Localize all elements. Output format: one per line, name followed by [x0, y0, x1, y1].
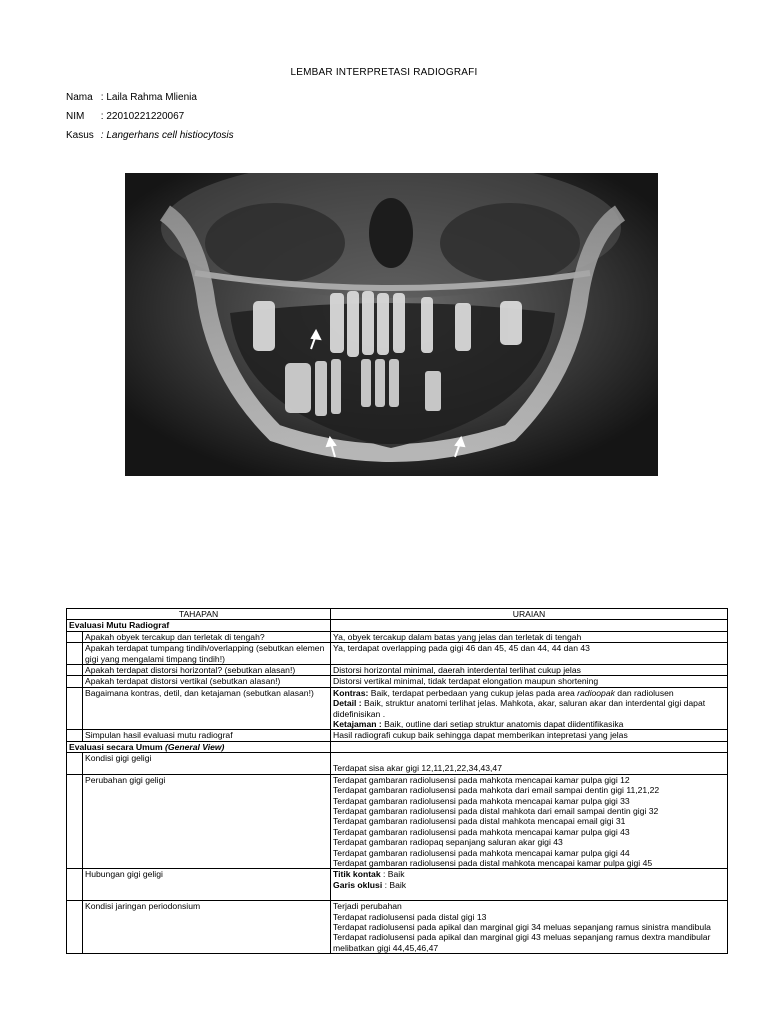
perubahan-line: Terdapat gambaran radiolusensi pada mahkota mencapai kamar pulpa gigi 33 — [333, 795, 630, 806]
perubahan-line: Terdapat gambaran radiolusensi pada distal mahkota mencapai email gigi 31 — [333, 816, 626, 827]
kondisi-gigi-text: Terdapat sisa akar gigi 12,11,21,22,34,43,47 — [333, 763, 502, 774]
ketajaman-text: Baik, outline dari setiap struktur anatomis dapat diidentifikasika — [381, 719, 624, 730]
garis-oklusi-text: : Baik — [382, 879, 407, 890]
perubahan-line: Terdapat gambaran radiolusensi pada distal mahkota mencapai kamar pulpa gigi 45 — [333, 857, 653, 868]
header-uraian: URAIAN — [331, 609, 728, 620]
perubahan-line: Terdapat gambaran radiolusensi pada mahkota mencapai kamar pulpa gigi 12 — [333, 774, 630, 785]
indent-cell — [67, 901, 83, 954]
tahapan-cell: Hubungan gigi geligi — [83, 869, 331, 901]
table-row — [67, 753, 728, 774]
indent-cell — [67, 730, 83, 741]
periodonsium-line: Terdapat radiolusensi pada apikal dan marginal gigi 34 meluas sepanjang ramus sinistra mandibula — [333, 921, 711, 932]
perubahan-line: Terdapat gambaran radiopaq sepanjang saluran akar gigi 43 — [333, 837, 563, 848]
tahapan-cell: Apakah terdapat tumpang tindih/overlapping (sebutkan elemen gigi yang mengalami timpang tindih!) — [83, 643, 331, 665]
indent-cell — [67, 643, 83, 665]
nama-value: : Laila Rahma Mlienia — [100, 92, 197, 103]
section-umum-prefix: Evaluasi secara Umum — [69, 741, 166, 752]
perubahan-line: Terdapat gambaran radiolusensi pada distal mahkota dari email sampai dentin gigi 32 — [333, 805, 659, 816]
kontras-pre: Baik, terdapat perbedaan yang cukup jelas pada area — [368, 687, 578, 698]
detail-label: Detail : — [333, 698, 362, 709]
nama-row — [66, 92, 197, 103]
kontras-italic: radioopak — [577, 687, 615, 698]
tahapan-cell: Apakah terdapat distorsi horizontal? (sebutkan alasan!) — [83, 665, 331, 676]
section-row-mutu — [67, 620, 728, 631]
periodonsium-line: Terjadi perubahan — [333, 901, 402, 912]
table-row — [67, 869, 728, 901]
indent-cell — [67, 774, 83, 869]
kasus-row — [66, 130, 234, 141]
indent-cell — [67, 631, 83, 642]
panoramic-radiograph — [125, 173, 658, 476]
kontras-post: dan radiolusen — [614, 687, 674, 698]
spacer — [333, 753, 725, 763]
table-header-row — [67, 609, 728, 620]
nama-label: Nama — [66, 92, 93, 103]
indent-cell — [67, 753, 83, 774]
titik-kontak-label: Titik kontak — [333, 869, 381, 880]
uraian-cell: Ya, terdapat overlapping pada gigi 46 dan 45, 45 dan 44, 44 dan 43 — [331, 643, 728, 665]
detail-text: Baik, struktur anatomi terlihat jelas. Mahkota, akar, saluran akar dan interdental gigi dapat didefinisikan . — [333, 698, 706, 719]
interpretation-table — [66, 608, 728, 954]
uraian-cell: Ya, obyek tercakup dalam batas yang jelas dan terletak di tengah — [331, 631, 728, 642]
section-mutu-label: Evaluasi Mutu Radiograf — [67, 620, 331, 631]
perubahan-line: Terdapat gambaran radiolusensi pada mahkota dari email sampai dentin gigi 11,21,22 — [333, 785, 660, 796]
tahapan-cell: Perubahan gigi geligi — [83, 774, 331, 869]
table-row — [67, 730, 728, 741]
ketajaman-line — [333, 719, 725, 729]
tahapan-cell: Kondisi jaringan periodonsium — [83, 901, 331, 954]
table-row — [67, 631, 728, 642]
garis-oklusi-line — [333, 880, 725, 890]
table-row — [67, 676, 728, 687]
tahapan-cell: Apakah obyek tercakup dan terletak di tengah? — [83, 631, 331, 642]
header-tahapan: TAHAPAN — [67, 609, 331, 620]
section-row-umum — [67, 741, 728, 752]
spacer — [333, 890, 725, 900]
uraian-cell — [331, 753, 728, 774]
section-umum-italic: (General View) — [165, 741, 225, 752]
kontras-line — [333, 688, 725, 698]
nim-row — [66, 111, 184, 122]
section-umum-label — [67, 741, 331, 752]
nim-value: : 22010221220067 — [100, 111, 185, 122]
table-row — [67, 901, 728, 954]
uraian-cell — [331, 901, 728, 954]
indent-cell — [67, 869, 83, 901]
uraian-cell — [331, 774, 728, 869]
uraian-cell — [331, 869, 728, 901]
nim-label: NIM — [66, 111, 85, 122]
titik-kontak-text: : Baik — [380, 869, 405, 880]
uraian-cell: Hasil radiografi cukup baik sehingga dapat memberikan intepretasi yang jelas — [331, 730, 728, 741]
periodonsium-line: Terdapat radiolusensi pada distal gigi 13 — [333, 911, 487, 922]
perubahan-line: Terdapat gambaran radiolusensi pada mahkota mencapai kamar pulpa gigi 44 — [333, 847, 630, 858]
kontras-label: Kontras: — [333, 687, 369, 698]
tahapan-cell: Simpulan hasil evaluasi mutu radiograf — [83, 730, 331, 741]
indent-cell — [67, 687, 83, 730]
table-row — [67, 665, 728, 676]
indent-cell — [67, 676, 83, 687]
uraian-cell: Distorsi vertikal minimal, tidak terdapat elongation maupun shortening — [331, 676, 728, 687]
section-umum-empty — [331, 741, 728, 752]
table-row — [67, 774, 728, 869]
periodonsium-line: Terdapat radiolusensi pada apikal dan marginal gigi 43 meluas sepanjang ramus dextra mandibular melibatkan gigi 44,45,46,47 — [333, 932, 711, 953]
ketajaman-label: Ketajaman : — [333, 719, 382, 730]
uraian-cell — [331, 687, 728, 730]
perubahan-line: Terdapat gambaran radiolusensi pada mahkota mencapai kamar pulpa gigi 43 — [333, 826, 630, 837]
indent-cell — [67, 665, 83, 676]
kasus-label: Kasus — [66, 130, 94, 141]
tahapan-cell: Bagaimana kontras, detil, dan ketajaman (sebutkan alasan!) — [83, 687, 331, 730]
page-title: LEMBAR INTERPRETASI RADIOGRAFI — [290, 67, 478, 78]
section-mutu-empty — [331, 620, 728, 631]
titik-kontak-line — [333, 869, 725, 879]
tahapan-cell: Kondisi gigi geligi — [83, 753, 331, 774]
tahapan-cell: Apakah terdapat distorsi vertikal (sebutkan alasan!) — [83, 676, 331, 687]
kasus-value: : Langerhans cell histiocytosis — [100, 130, 234, 141]
table-row — [67, 687, 728, 730]
uraian-cell: Distorsi horizontal minimal, daerah interdental terlihat cukup jelas — [331, 665, 728, 676]
garis-oklusi-label: Garis oklusi — [333, 879, 383, 890]
detail-line — [333, 698, 725, 719]
table-row — [67, 643, 728, 665]
